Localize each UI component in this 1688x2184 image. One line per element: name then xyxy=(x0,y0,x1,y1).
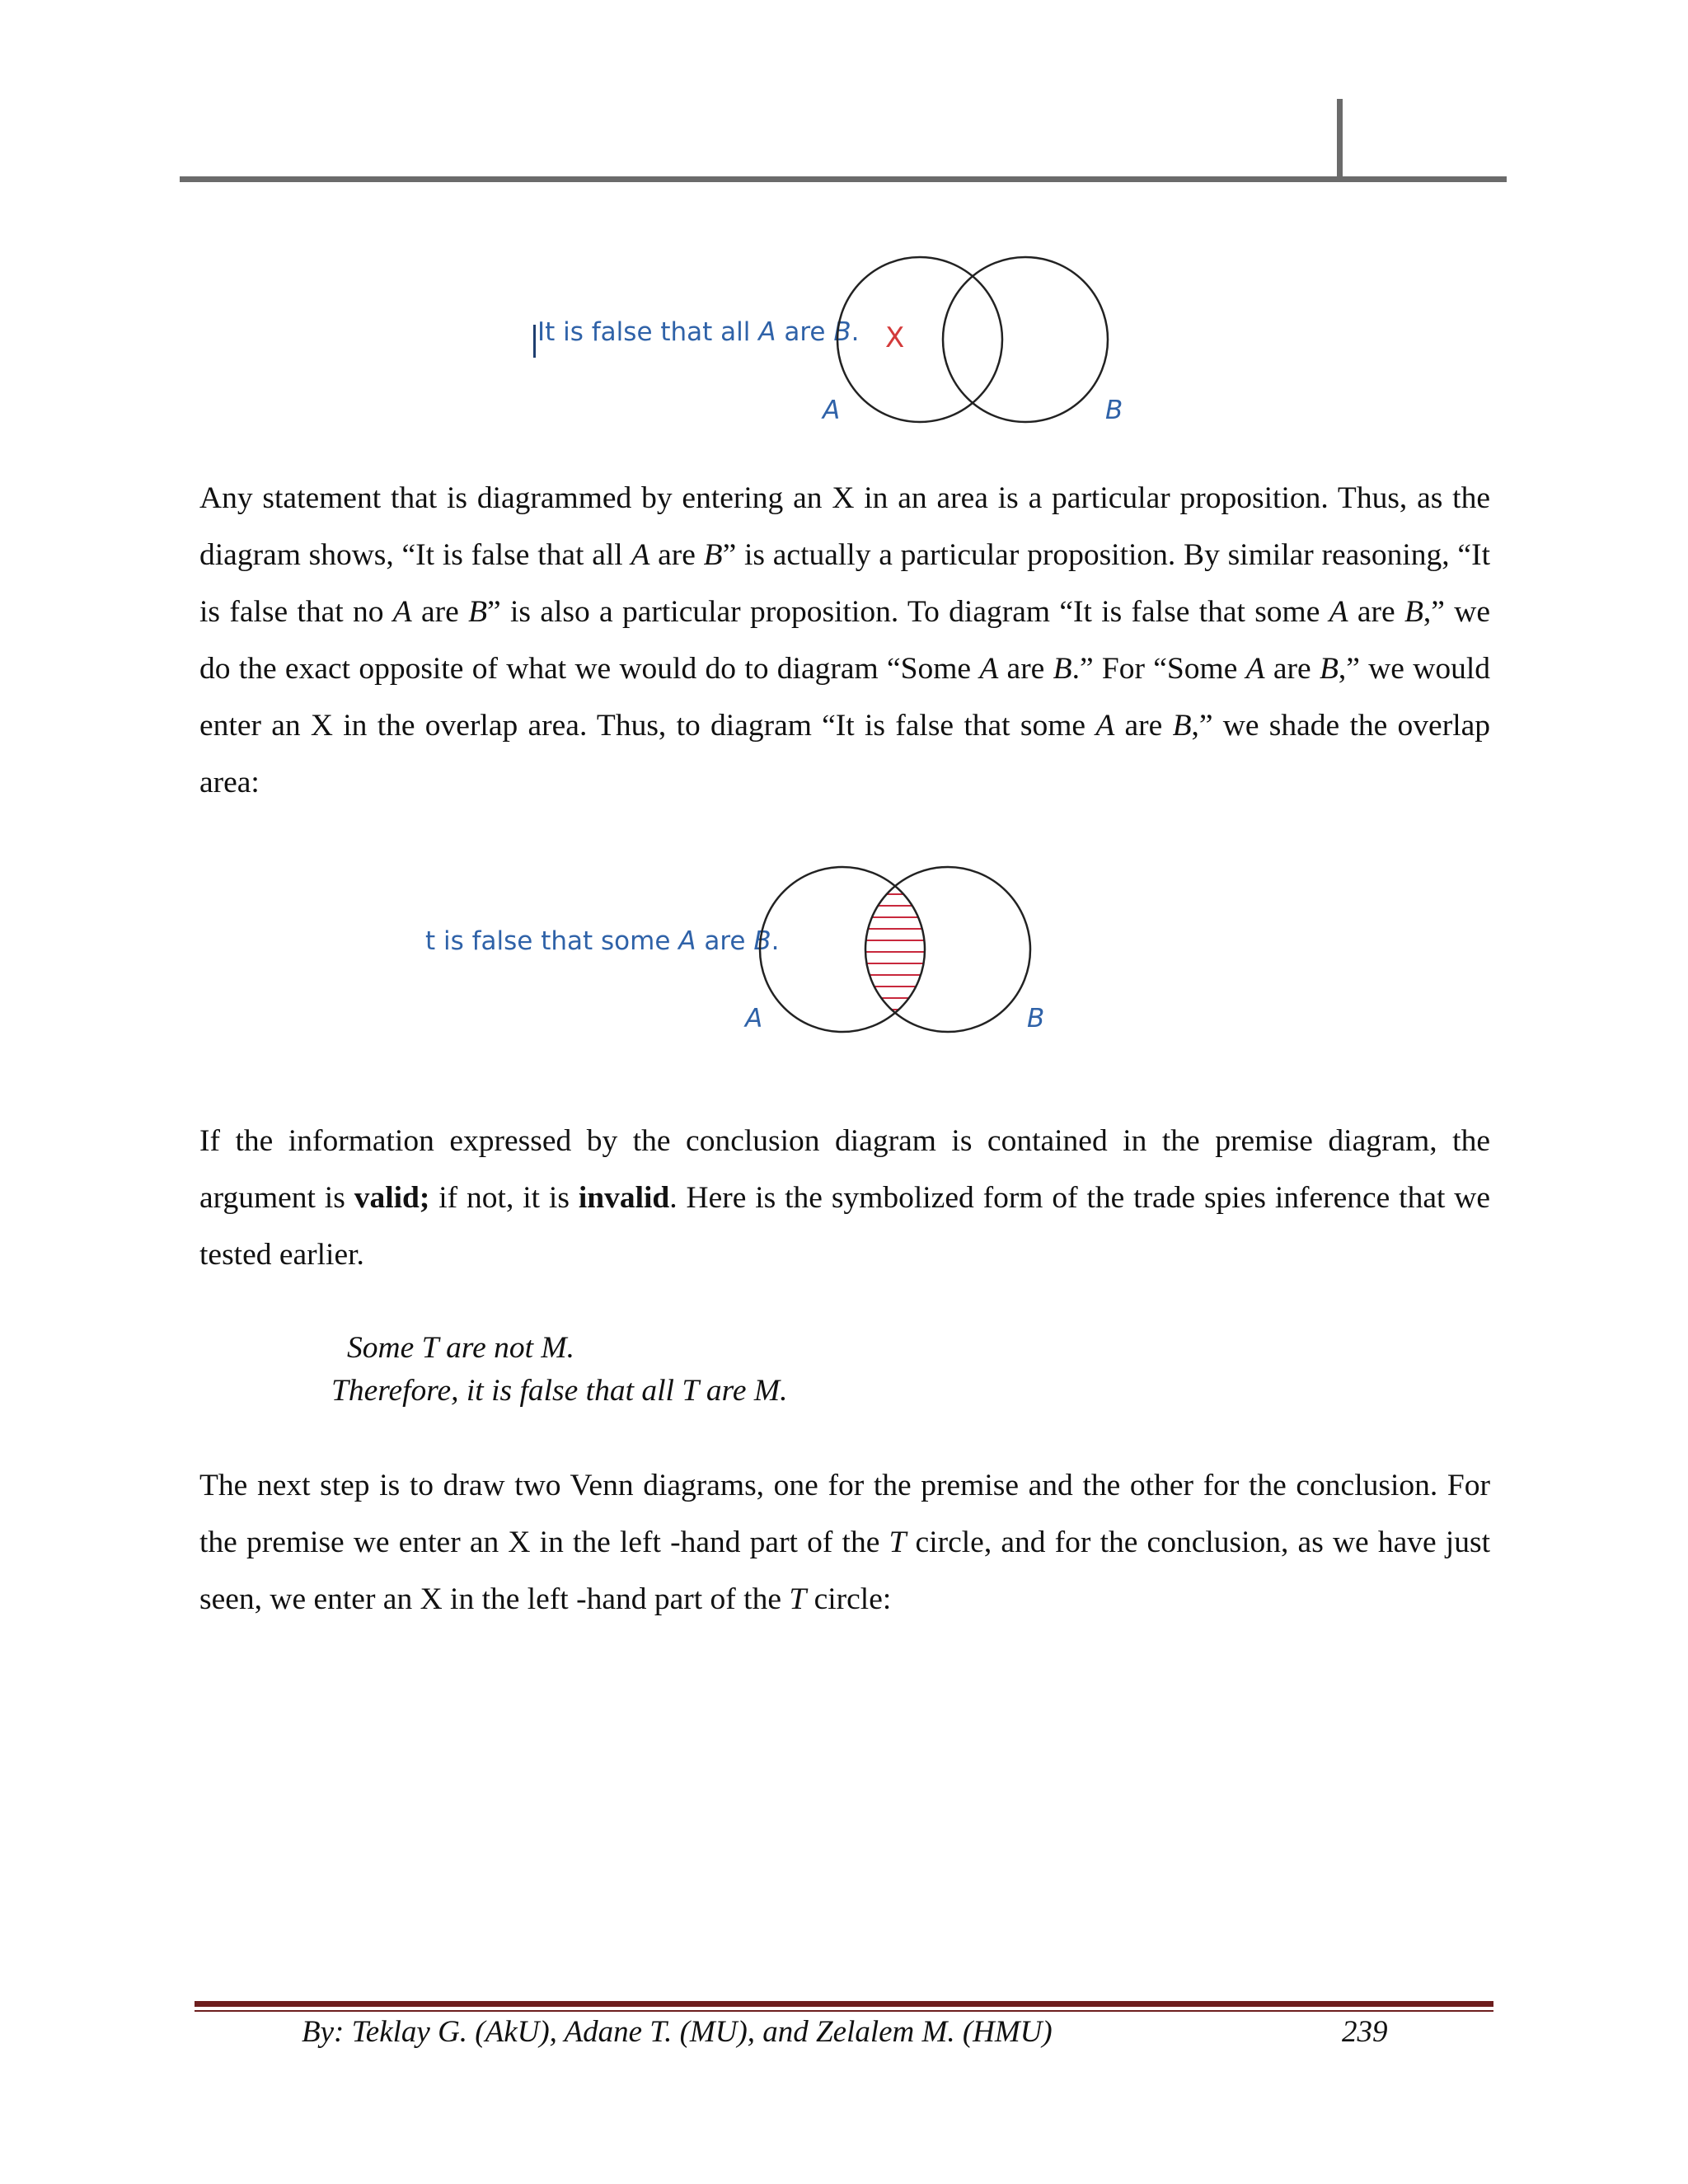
label-b: B xyxy=(1105,396,1123,425)
var: T xyxy=(889,1526,907,1559)
paragraph-next-step xyxy=(199,1457,1490,1628)
text: ,” we would enter an X in the overlap area. Thus, to diagram “It is false that some xyxy=(199,652,1490,743)
text: The next step is to draw two Venn diagrams, one for the premise and the other for the conclusion. For the premise we enter an X in the left -hand part of the xyxy=(199,1469,1490,1559)
text: .” For “Some xyxy=(1071,652,1246,686)
page-number: 239 xyxy=(1342,2015,1388,2049)
caption-var-a: A xyxy=(678,926,696,956)
text: ,” we do the exact opposite of what we would do to diagram “Some xyxy=(199,595,1490,686)
caption-var-b: B xyxy=(833,317,851,347)
argument-premise: Some T are not M. xyxy=(347,1331,575,1365)
label-a: A xyxy=(823,396,841,425)
var: A xyxy=(1245,652,1265,686)
var: A xyxy=(979,652,999,686)
argument-conclusion: Therefore, it is false that all T are M. xyxy=(331,1374,788,1408)
var: B xyxy=(468,595,488,629)
text: . Here is the symbolized form of the trade spies inference that we tested earlier. xyxy=(199,1181,1491,1272)
label-a: A xyxy=(745,1004,763,1033)
var: A xyxy=(1329,595,1348,629)
text: ” is also a particular proposition. To diagram “It is false that some xyxy=(487,595,1329,629)
text: are xyxy=(1114,709,1173,743)
text: If the information expressed by the conclusion diagram is contained in the premise diagram, the argument is xyxy=(199,1124,1490,1215)
var: B xyxy=(1172,709,1192,743)
bold-term-valid: valid; xyxy=(354,1181,430,1215)
caption-text: are xyxy=(776,317,834,347)
text: Any statement that is diagrammed by entering an X in an area is a particular proposition. Thus, as the diagram shows, “It is false that all xyxy=(199,481,1490,572)
text: circle, and for the conclusion, as we have just seen, we enter an X in the left -hand part of the xyxy=(199,1526,1490,1616)
text: are xyxy=(649,538,704,572)
var: T xyxy=(789,1582,807,1616)
footer-authors: By: Teklay G. (AkU), Adane T. (MU), and Zelalem M. (HMU) xyxy=(302,2015,1053,2049)
var: B xyxy=(1404,595,1423,629)
var: B xyxy=(1319,652,1339,686)
text: if not, it is xyxy=(429,1181,579,1215)
var: B xyxy=(1053,652,1072,686)
venn-figure2-svg xyxy=(0,0,1688,1071)
text: are xyxy=(1264,652,1320,686)
label-b: B xyxy=(1027,1004,1045,1033)
var: B xyxy=(703,538,723,572)
text: are xyxy=(411,595,469,629)
text: ,” we shade the overlap area: xyxy=(199,709,1491,799)
caption-text: are xyxy=(696,926,754,956)
var: A xyxy=(631,538,650,572)
var: A xyxy=(392,595,412,629)
caption-text: . xyxy=(771,926,780,956)
caption-text: It is false that all xyxy=(537,317,759,347)
caption-var-a: A xyxy=(758,317,776,347)
bold-term-invalid: invalid xyxy=(578,1181,670,1215)
x-mark: X xyxy=(885,321,905,354)
text: are xyxy=(1348,595,1404,629)
caption-var-b: B xyxy=(753,926,771,956)
text: ” is actually a particular proposition. By similar reasoning, “It is false that no xyxy=(199,538,1490,629)
caption-text: . xyxy=(851,317,860,347)
text: circle: xyxy=(806,1582,892,1616)
text: are xyxy=(998,652,1053,686)
footer-rule xyxy=(195,2001,1493,2007)
paragraph-validity xyxy=(199,1113,1490,1283)
var: A xyxy=(1095,709,1115,743)
caption-text: t is false that some xyxy=(425,926,679,956)
